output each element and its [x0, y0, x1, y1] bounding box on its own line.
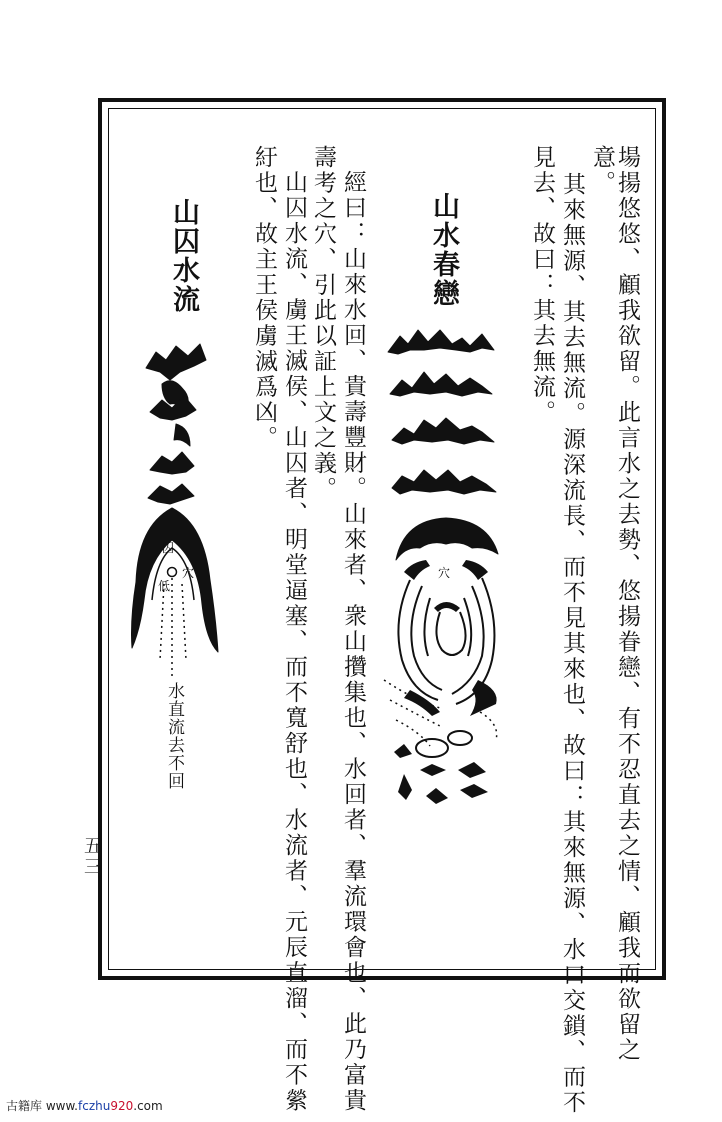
figure2-label-note: 水直流去不回	[164, 682, 184, 790]
text-column-3: 其來無源、其去無流。源深流長、而不見其來也、故曰：其來無源、水口交鎖、而不	[559, 172, 585, 1116]
footer-site-name: 古籍库	[6, 1099, 43, 1113]
text-column-4: 見去、故曰：其去無流。	[529, 145, 555, 426]
figure1-label-xue: 穴	[438, 566, 451, 580]
figure-title-shanshui-chunlian: 山水春戀	[428, 192, 459, 308]
text-column-5: 經曰：山來水回、貴壽豐財。山來者、衆山攢集也、水回者、羣流環會也、此乃富貴	[340, 170, 366, 1114]
text-column-7: 山囚水流、虜王滅侯、山囚者、明堂逼塞、而不寬舒也、水流者、元辰直溜、而不縈	[281, 170, 307, 1114]
text-column-1: 場揚悠悠、顧我欲留。此言水之去勢、悠揚眷戀、有不忍直去之情、顧我而欲留之	[614, 145, 640, 1063]
figure-title-shanqiu-shuiliu: 山囚水流	[168, 198, 199, 314]
figure2-label-qiu: 囚	[162, 541, 175, 555]
footer-site-credit	[6, 1097, 163, 1114]
page-number: 五三	[81, 836, 102, 878]
footer-url-prefix[interactable]: www.	[45, 1099, 78, 1113]
text-column-2: 意。	[589, 145, 615, 196]
footer-url-number[interactable]: 920	[110, 1099, 134, 1113]
figure2-label-xue: 穴	[182, 566, 195, 580]
footer-url-domain[interactable]: fczhu	[78, 1099, 111, 1113]
figure2-label-di: 低	[158, 579, 171, 593]
text-column-6: 壽考之穴、引此以証上文之義。	[310, 145, 336, 502]
footer-url-suffix[interactable]: .com	[133, 1099, 163, 1113]
text-column-8: 紆也、故主王侯虜滅爲凶。	[251, 145, 277, 451]
